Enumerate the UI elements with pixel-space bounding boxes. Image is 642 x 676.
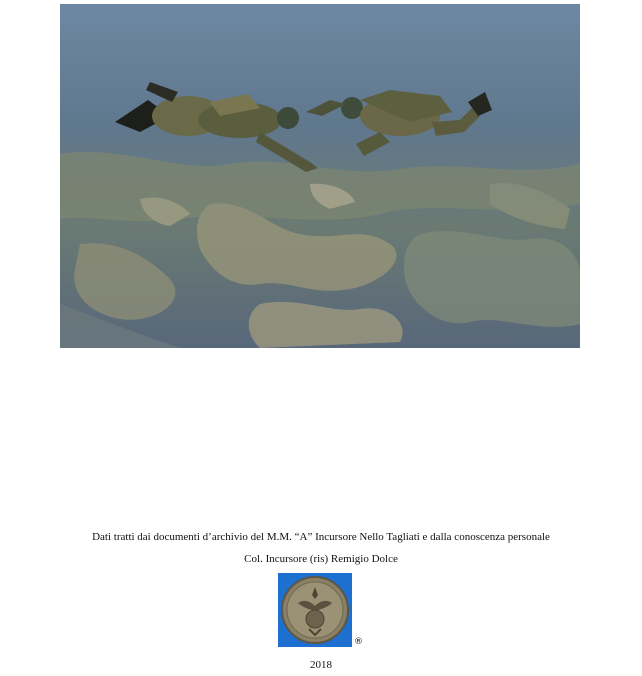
- registered-mark: ®: [354, 637, 363, 647]
- medal-emblem-icon: [278, 573, 352, 647]
- author-line: Col. Incursore (ris) Remigio Dolce: [244, 553, 398, 565]
- cover-photo: [60, 4, 580, 348]
- publication-year: 2018: [310, 659, 332, 671]
- freefall-parachutists-photo: [60, 4, 580, 348]
- incursori-medal-emblem: [278, 573, 352, 647]
- source-line: Dati tratti dai documenti d’archivio del M.M. “A” Incursore Nello Tagliati e dalla conoscenza personale: [92, 531, 550, 543]
